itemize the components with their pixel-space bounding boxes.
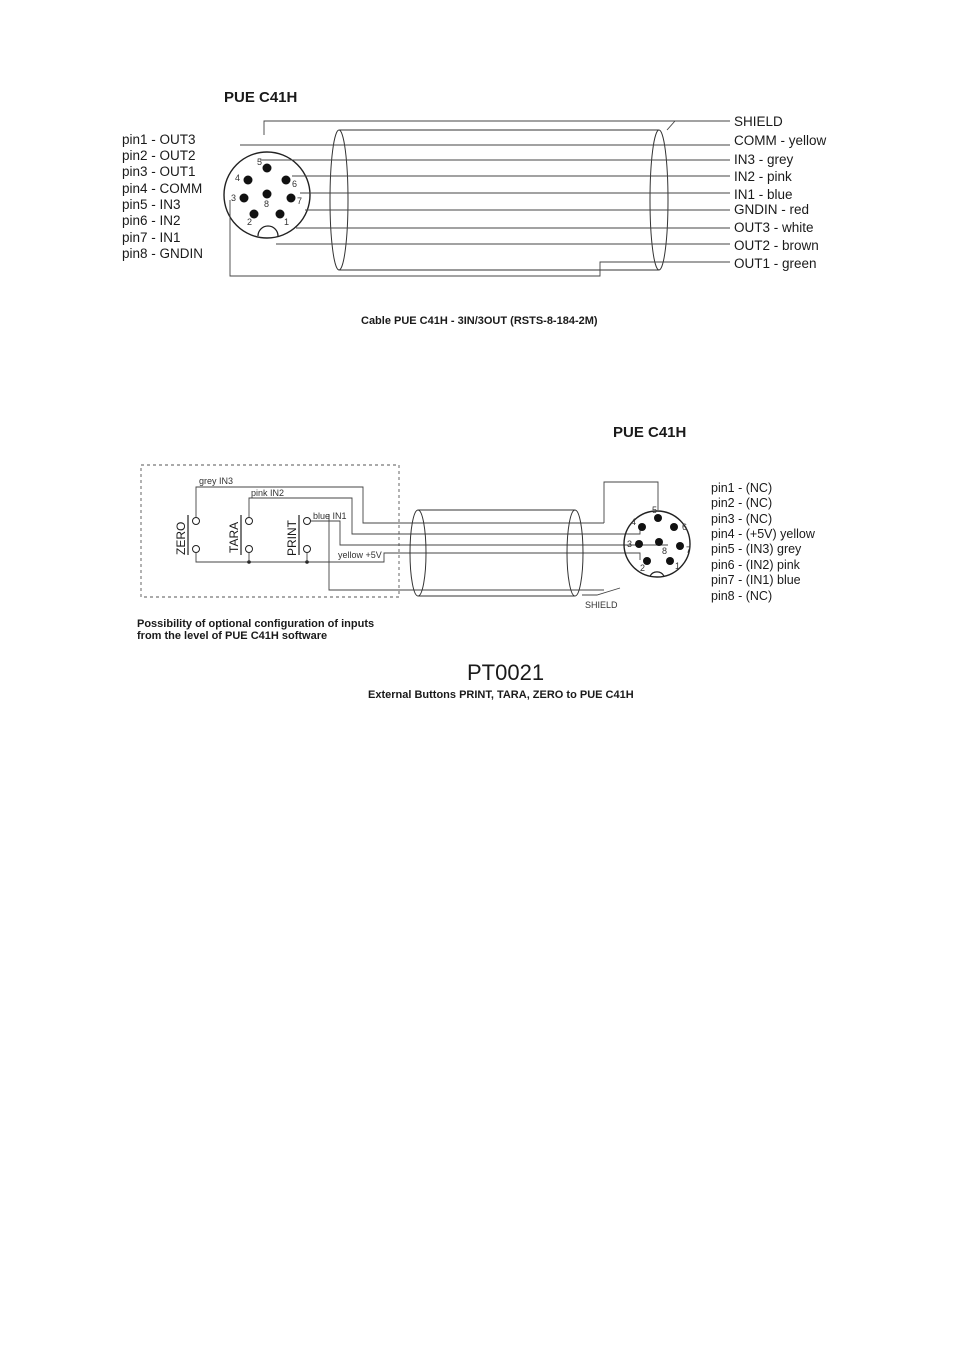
cable-wires-1 [230, 121, 730, 276]
pin-number: 1 [675, 561, 681, 571]
button-label-print: PRINT [285, 520, 299, 556]
wire-label-yellow: yellow +5V [338, 550, 382, 560]
wire-label: OUT3 - white [734, 220, 814, 235]
pin-label: pin3 - (NC) [711, 512, 773, 526]
pin-label: pin8 - GNDIN [122, 246, 204, 261]
pin-label: pin2 - (NC) [711, 496, 773, 510]
wire-label: COMM - yellow [734, 133, 827, 148]
wire-label: OUT2 - brown [734, 238, 819, 253]
wire-label-pink: pink IN2 [251, 488, 285, 498]
wire-label: OUT1 - green [734, 256, 817, 271]
pin-label: pin5 - (IN3) grey [711, 542, 802, 556]
product-code: PT0021 [467, 660, 545, 685]
pin-label: pin5 - IN3 [122, 197, 181, 212]
button-wiring [196, 487, 604, 590]
pin-label-list-1 [122, 132, 203, 261]
pin-label: pin4 - (+5V) yellow [711, 527, 815, 541]
wire-label: IN1 - blue [734, 187, 793, 202]
pin-label: pin6 - (IN2) pink [711, 558, 800, 572]
wire-label: SHIELD [734, 114, 783, 129]
pin-label: pin3 - OUT1 [122, 164, 196, 179]
diagram-caption-2: External Buttons PRINT, TARA, ZERO to PUE C41H [368, 689, 634, 701]
wire-label: GNDIN - red [734, 202, 810, 217]
button-label-zero: ZERO [174, 521, 188, 555]
shield-label: SHIELD [585, 600, 618, 610]
connector-title-2: PUE C41H [613, 424, 687, 441]
pin-label: pin4 - COMM [122, 181, 203, 196]
pin-label: pin2 - OUT2 [122, 148, 196, 163]
diagram-caption-1: Cable PUE C41H - 3IN/3OUT (RSTS-8-184-2M) [361, 315, 598, 327]
pin-label: pin8 - (NC) [711, 589, 773, 603]
pin-number: 7 [686, 545, 692, 555]
button-zero [174, 515, 200, 555]
pin-number: 4 [631, 517, 637, 527]
pin-label: pin1 - OUT3 [122, 132, 196, 147]
pin-number: 8 [264, 199, 270, 209]
connector-title-1: PUE C41H [224, 89, 298, 106]
pin-number: 5 [257, 157, 263, 167]
wire-label-list-1 [734, 114, 827, 271]
pin-number: 3 [627, 539, 633, 549]
pin-label: pin6 - IN2 [122, 213, 181, 228]
pin-number: 1 [284, 217, 290, 227]
diagram-external-buttons [137, 424, 816, 701]
pin-label: pin1 - (NC) [711, 481, 773, 495]
button-label-tara: TARA [227, 521, 241, 553]
config-note-line2: from the level of PUE C41H software [137, 630, 328, 642]
din-connector-1 [224, 152, 310, 238]
config-note-line1: Possibility of optional configuration of inputs [137, 618, 375, 630]
pin-number: 6 [292, 179, 298, 189]
wire-label: IN3 - grey [734, 152, 794, 167]
pin-number: 3 [231, 193, 237, 203]
pin-number: 7 [297, 196, 303, 206]
pin-number: 2 [247, 217, 253, 227]
pin-number: 8 [662, 546, 668, 556]
button-print [285, 515, 311, 556]
din-connector-2 [624, 505, 691, 577]
pin-label: pin7 - (IN1) blue [711, 573, 801, 587]
pin-number: 4 [235, 173, 241, 183]
pin-number: 5 [652, 505, 658, 515]
wire-label-grey: grey IN3 [199, 476, 234, 486]
wire-label-blue: blue IN1 [313, 511, 347, 521]
diagram-cable-3in-3out [122, 89, 827, 327]
wire-label: IN2 - pink [734, 169, 792, 184]
pin-number: 6 [682, 522, 688, 532]
pin-label-list-2 [711, 481, 816, 603]
button-tara [227, 515, 253, 555]
pin-label: pin7 - IN1 [122, 230, 181, 245]
pin-number: 2 [640, 563, 646, 573]
